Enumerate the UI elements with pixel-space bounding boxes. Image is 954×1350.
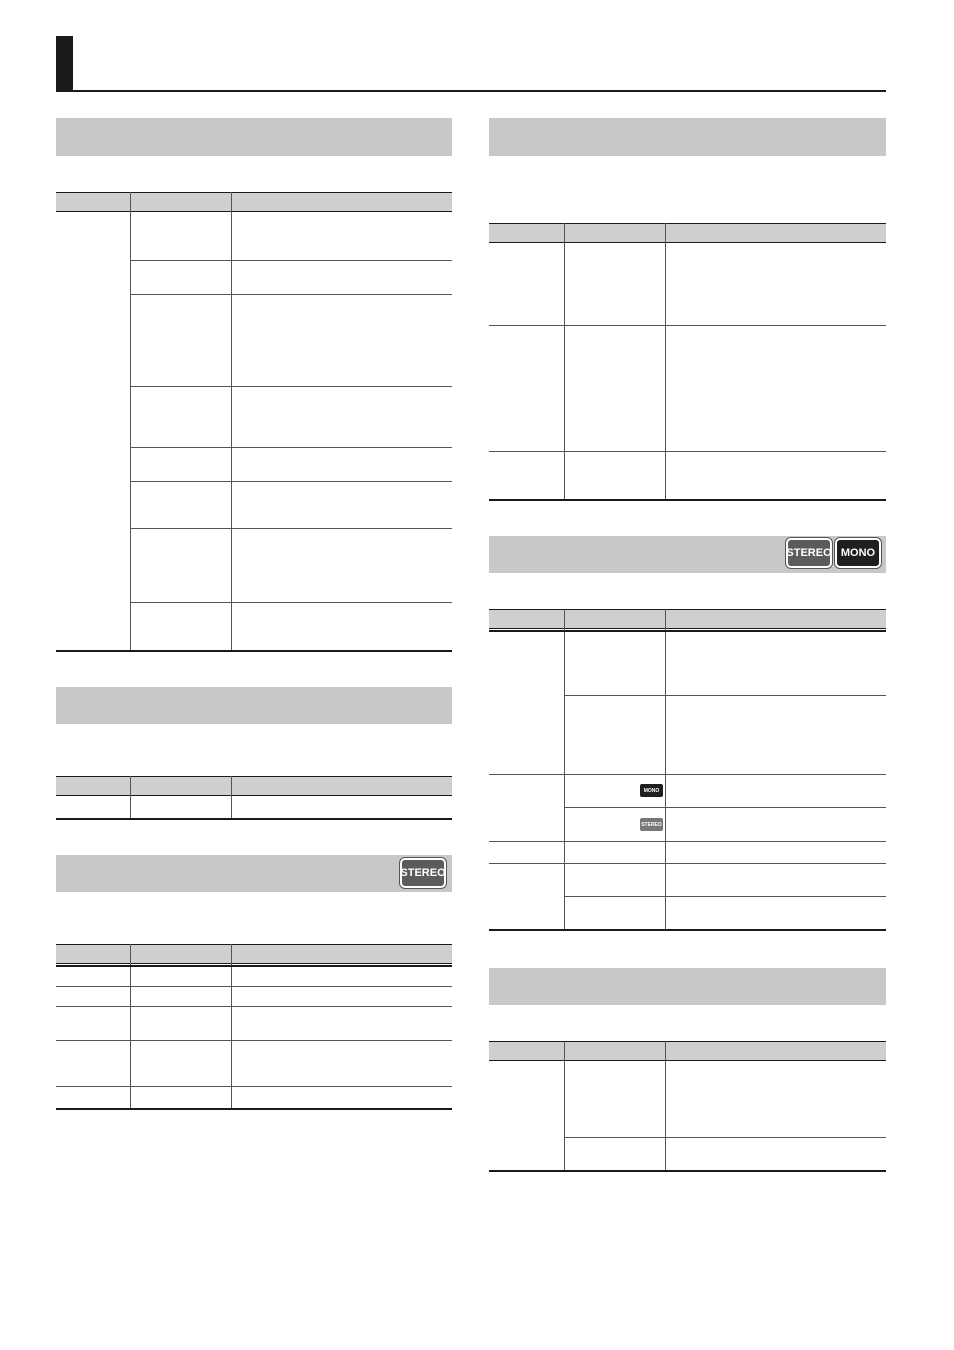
chapter-marker xyxy=(56,36,73,91)
section-heading-band xyxy=(56,855,452,892)
stereo-badge: STEREO xyxy=(400,858,446,888)
table-header-row xyxy=(56,776,452,796)
section-heading-band xyxy=(56,118,452,156)
table-header-row xyxy=(489,1041,886,1061)
mono-badge: MONO xyxy=(835,538,881,568)
stereo-badge: STEREO xyxy=(786,538,832,568)
parameter-table xyxy=(56,776,452,820)
chapter-title-rule xyxy=(56,90,886,92)
parameter-table xyxy=(56,192,452,652)
parameter-table xyxy=(56,944,452,1110)
section-heading-band xyxy=(56,687,452,724)
parameter-table xyxy=(489,1041,886,1173)
table-header-row xyxy=(489,609,886,629)
table-header-row xyxy=(56,944,452,964)
section-heading-band xyxy=(489,968,886,1005)
table-header-row xyxy=(56,192,452,212)
parameter-table xyxy=(489,223,886,501)
stereo-mini-badge: STEREO xyxy=(640,818,663,831)
mono-mini-badge: MONO xyxy=(640,784,663,797)
section-heading-band xyxy=(489,118,886,156)
parameter-table xyxy=(489,609,886,933)
table-header-row xyxy=(489,223,886,243)
